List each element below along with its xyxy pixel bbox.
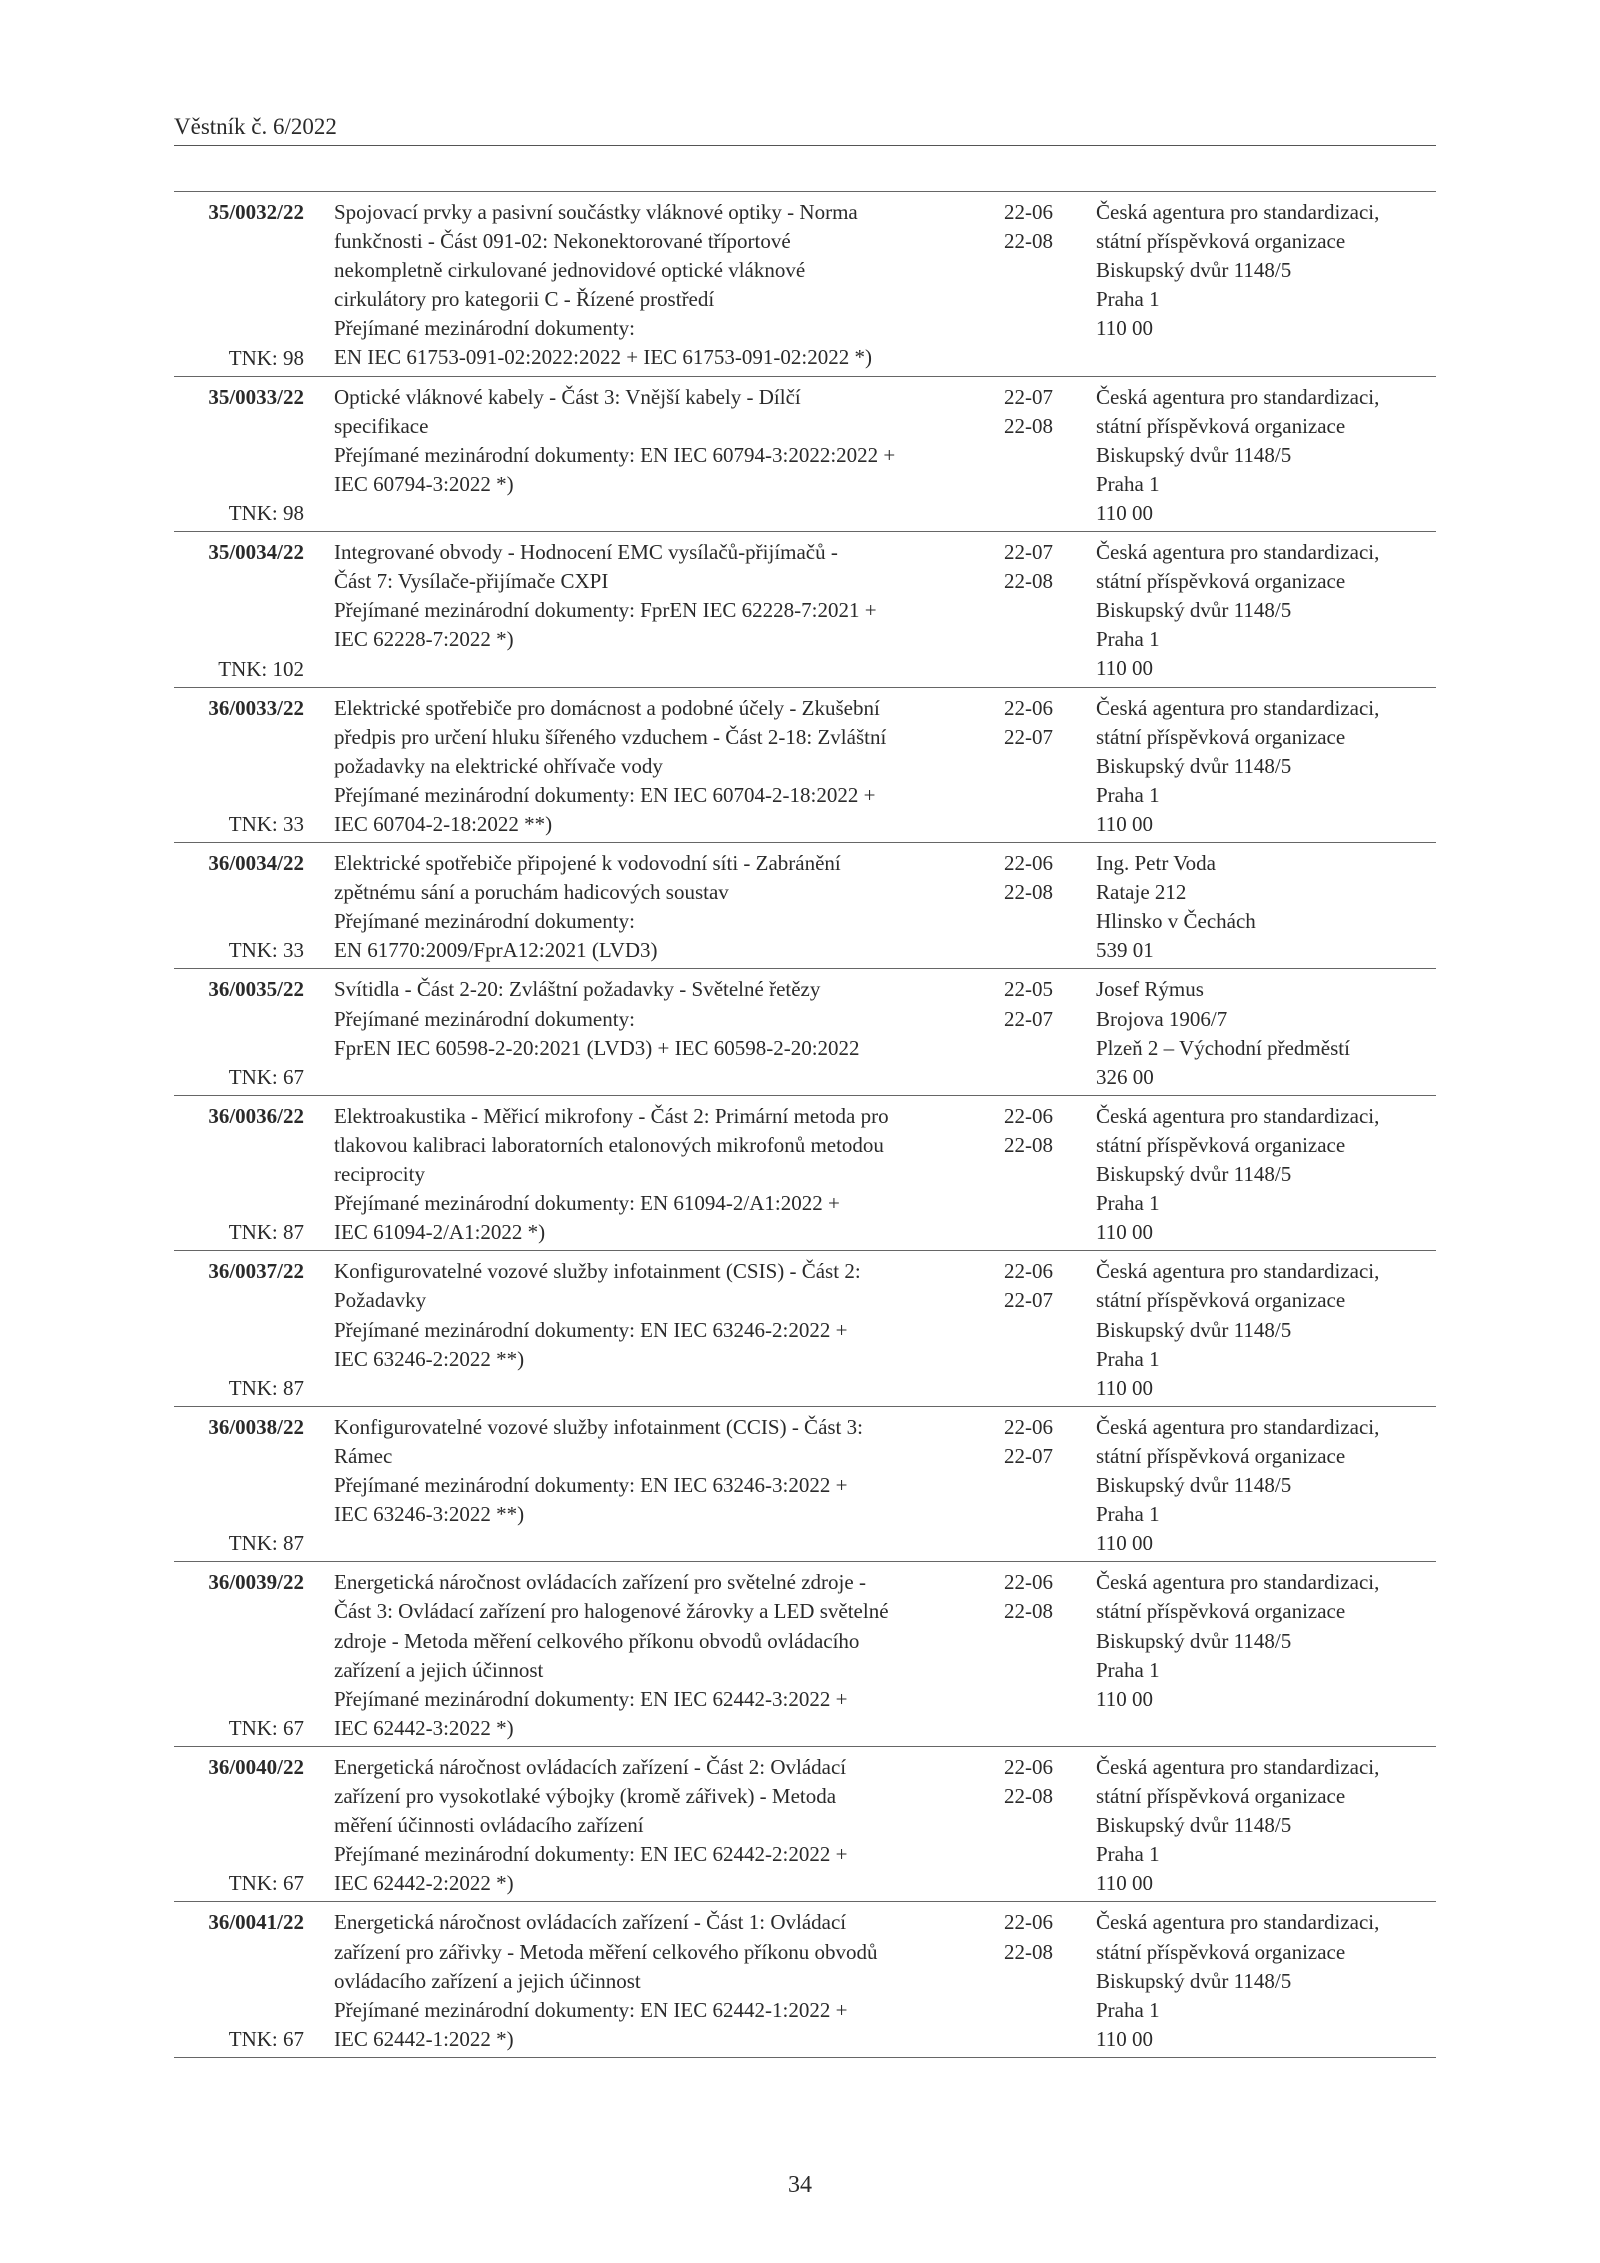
description-line: Energetická náročnost ovládacích zařízení - Část 1: Ovládací	[334, 1910, 847, 1935]
standard-description	[334, 694, 974, 839]
tnk-label: TNK: 87	[228, 1531, 304, 1556]
contact-address	[1096, 1753, 1436, 1898]
table-row	[174, 843, 1436, 969]
tnk-label: TNK: 67	[228, 1871, 304, 1896]
dates-column	[1004, 975, 1084, 1033]
address-line: Praha 1	[1096, 1502, 1160, 1527]
standard-description	[334, 1102, 974, 1247]
address-line: Praha 1	[1096, 627, 1160, 652]
standard-number: 36/0039/22	[208, 1570, 304, 1595]
address-line: Česká agentura pro standardizaci,	[1096, 1259, 1380, 1284]
address-line: Česká agentura pro standardizaci,	[1096, 1414, 1380, 1439]
description-line: Energetická náročnost ovládacích zařízení - Část 2: Ovládací	[334, 1754, 847, 1779]
standard-description	[334, 849, 974, 965]
dates-column	[1004, 383, 1084, 441]
address-line: 539 01	[1096, 938, 1154, 963]
address-line: 110 00	[1096, 2026, 1153, 2051]
standard-number: 36/0034/22	[208, 851, 304, 876]
date-value: 22-08	[1004, 1939, 1053, 1964]
address-line: státní příspěvková organizace	[1096, 1132, 1346, 1157]
description-line: specifikace	[334, 413, 429, 438]
standard-number: 36/0041/22	[208, 1910, 304, 1935]
dates-column	[1004, 694, 1084, 752]
description-line: Rámec	[334, 1443, 393, 1468]
description-line: cirkulátory pro kategorii C - Řízené prostředí	[334, 287, 715, 312]
address-line: Česká agentura pro standardizaci,	[1096, 1570, 1380, 1595]
description-line: Přejímané mezinárodní dokumenty: EN IEC 63246-2:2022 +	[334, 1317, 848, 1342]
address-line: Ing. Petr Voda	[1096, 851, 1216, 876]
description-line: Integrované obvody - Hodnocení EMC vysílačů-přijímačů -	[334, 540, 838, 565]
address-line: Biskupský dvůr 1148/5	[1096, 1473, 1292, 1498]
standard-number: 35/0034/22	[208, 540, 304, 565]
description-line: zpětnému sání a poruchám hadicových soustav	[334, 880, 729, 905]
table-row	[174, 1251, 1436, 1407]
tnk-label: TNK: 102	[218, 656, 304, 681]
address-line: Česká agentura pro standardizaci,	[1096, 695, 1380, 720]
tnk-label: TNK: 98	[228, 501, 304, 525]
address-line: Biskupský dvůr 1148/5	[1096, 258, 1292, 283]
description-line: IEC 60794-3:2022 *)	[334, 471, 514, 496]
description-line: Svítidla - Část 2-20: Zvláštní požadavky - Světelné řetězy	[334, 977, 821, 1002]
standard-description	[334, 975, 974, 1062]
address-line: Praha 1	[1096, 1842, 1160, 1867]
contact-address	[1096, 975, 1436, 1091]
address-line: Česká agentura pro standardizaci,	[1096, 200, 1380, 224]
description-line: měření účinnosti ovládacího zařízení	[334, 1813, 644, 1838]
dates-column	[1004, 538, 1084, 596]
date-value: 22-06	[1004, 1754, 1053, 1779]
dates-column	[1004, 198, 1084, 256]
description-line: Přejímané mezinárodní dokumenty: FprEN IEC 62228-7:2021 +	[334, 598, 877, 623]
description-line: IEC 62228-7:2022 *)	[334, 627, 514, 652]
address-line: 110 00	[1096, 811, 1153, 836]
date-value: 22-07	[1004, 1006, 1053, 1031]
standard-description	[334, 1568, 974, 1743]
address-line: státní příspěvková organizace	[1096, 1784, 1346, 1809]
standard-description	[334, 1257, 974, 1373]
address-line: Biskupský dvůr 1148/5	[1096, 753, 1292, 778]
description-line: EN 61770:2009/FprA12:2021 (LVD3)	[334, 938, 658, 963]
description-line: předpis pro určení hluku šířeného vzduchem - Část 2-18: Zvláštní	[334, 724, 887, 749]
table-row	[174, 1902, 1436, 2058]
description-line: zařízení a jejich účinnost	[334, 1657, 544, 1682]
standard-number: 36/0040/22	[208, 1754, 304, 1779]
description-line: Elektrické spotřebiče pro domácnost a podobné účely - Zkušební	[334, 695, 880, 720]
date-value: 22-06	[1004, 1259, 1053, 1284]
address-line: státní příspěvková organizace	[1096, 1288, 1346, 1313]
address-line: Česká agentura pro standardizaci,	[1096, 384, 1380, 409]
date-value: 22-08	[1004, 569, 1053, 594]
description-line: Přejímané mezinárodní dokumenty: EN IEC 60704-2-18:2022 +	[334, 782, 876, 807]
description-line: IEC 62442-3:2022 *)	[334, 1715, 514, 1740]
address-line: 110 00	[1096, 1871, 1153, 1896]
description-line: Přejímané mezinárodní dokumenty: EN IEC 60794-3:2022:2022 +	[334, 442, 896, 467]
header-rule	[174, 145, 1436, 146]
address-line: státní příspěvková organizace	[1096, 569, 1346, 594]
table-row	[174, 969, 1436, 1095]
description-line: zdroje - Metoda měření celkového příkonu obvodů ovládacího	[334, 1628, 860, 1653]
dates-column	[1004, 1413, 1084, 1471]
tnk-label: TNK: 87	[228, 1220, 304, 1245]
description-line: IEC 62442-1:2022 *)	[334, 2026, 514, 2051]
description-line: IEC 63246-2:2022 **)	[334, 1346, 525, 1371]
address-line: Česká agentura pro standardizaci,	[1096, 540, 1380, 565]
address-line: Biskupský dvůr 1148/5	[1096, 442, 1292, 467]
description-line: Optické vláknové kabely - Část 3: Vnější kabely - Dílčí	[334, 384, 801, 409]
date-value: 22-07	[1004, 724, 1053, 749]
date-value: 22-08	[1004, 1599, 1053, 1624]
description-line: ovládacího zařízení a jejich účinnost	[334, 1968, 641, 1993]
tnk-label: TNK: 87	[228, 1375, 304, 1400]
table-row	[174, 1747, 1436, 1903]
address-line: 110 00	[1096, 316, 1153, 341]
standard-number: 36/0033/22	[208, 695, 304, 720]
address-line: 326 00	[1096, 1064, 1154, 1089]
contact-address	[1096, 383, 1436, 528]
date-value: 22-06	[1004, 1570, 1053, 1595]
contact-address	[1096, 1257, 1436, 1402]
table-row	[174, 1096, 1436, 1252]
address-line: Praha 1	[1096, 1657, 1160, 1682]
address-line: státní příspěvková organizace	[1096, 229, 1346, 254]
contact-address	[1096, 1413, 1436, 1558]
address-line: 110 00	[1096, 1531, 1153, 1556]
date-value: 22-08	[1004, 1784, 1053, 1809]
description-line: IEC 63246-3:2022 **)	[334, 1502, 525, 1527]
address-line: Brojova 1906/7	[1096, 1006, 1228, 1031]
tnk-label: TNK: 67	[228, 2026, 304, 2051]
standard-description	[334, 1908, 974, 2053]
description-line: zařízení pro vysokotlaké výbojky (kromě zářivek) - Metoda	[334, 1784, 837, 1809]
date-value: 22-06	[1004, 851, 1053, 876]
address-line: Praha 1	[1096, 782, 1160, 807]
date-value: 22-06	[1004, 1103, 1053, 1128]
standard-number: 36/0036/22	[208, 1103, 304, 1128]
description-line: reciprocity	[334, 1162, 425, 1187]
description-line: funkčnosti - Část 091-02: Nekonektorované tříportové	[334, 229, 791, 254]
date-value: 22-06	[1004, 1414, 1053, 1439]
dates-column	[1004, 849, 1084, 907]
description-line: tlakovou kalibraci laboratorních etalonových mikrofonů metodou	[334, 1132, 884, 1157]
description-line: IEC 60704-2-18:2022 **)	[334, 811, 553, 836]
description-line: Přejímané mezinárodní dokumenty:	[334, 909, 635, 934]
date-value: 22-08	[1004, 1132, 1053, 1157]
standard-description	[334, 383, 974, 499]
address-line: 110 00	[1096, 656, 1153, 681]
standard-number: 36/0035/22	[208, 977, 304, 1002]
description-line: Elektroakustika - Měřicí mikrofony - Část 2: Primární metoda pro	[334, 1103, 889, 1128]
standard-number: 36/0037/22	[208, 1259, 304, 1284]
date-value: 22-06	[1004, 695, 1053, 720]
description-line: Konfigurovatelné vozové služby infotainment (CCIS) - Část 3:	[334, 1414, 863, 1439]
date-value: 22-08	[1004, 229, 1053, 254]
tnk-label: TNK: 67	[228, 1715, 304, 1740]
address-line: 110 00	[1096, 1220, 1153, 1245]
address-line: státní příspěvková organizace	[1096, 1939, 1346, 1964]
dates-column	[1004, 1102, 1084, 1160]
address-line: státní příspěvková organizace	[1096, 724, 1346, 749]
standard-description	[334, 1413, 974, 1529]
address-line: Plzeň 2 – Východní předměstí	[1096, 1035, 1350, 1060]
date-value: 22-07	[1004, 1288, 1053, 1313]
date-value: 22-08	[1004, 413, 1053, 438]
address-line: státní příspěvková organizace	[1096, 1443, 1346, 1468]
tnk-label: TNK: 33	[228, 812, 304, 836]
date-value: 22-06	[1004, 1910, 1053, 1935]
description-line: Část 7: Vysílače-přijímače CXPI	[334, 569, 609, 594]
standards-table	[174, 191, 1436, 2058]
table-row	[174, 192, 1436, 377]
table-row	[174, 532, 1436, 688]
description-line: Přejímané mezinárodní dokumenty: EN IEC 62442-3:2022 +	[334, 1686, 848, 1711]
description-line: Přejímané mezinárodní dokumenty: EN IEC 62442-1:2022 +	[334, 1997, 848, 2022]
table-row	[174, 1407, 1436, 1563]
description-line: Konfigurovatelné vozové služby infotainment (CSIS) - Část 2:	[334, 1259, 861, 1284]
address-line: Česká agentura pro standardizaci,	[1096, 1910, 1380, 1935]
standard-description	[334, 538, 974, 654]
description-line: Spojovací prvky a pasivní součástky vláknové optiky - Norma	[334, 200, 858, 224]
date-value: 22-06	[1004, 200, 1053, 224]
address-line: Praha 1	[1096, 1997, 1160, 2022]
date-value: 22-08	[1004, 880, 1053, 905]
description-line: IEC 62442-2:2022 *)	[334, 1871, 514, 1896]
address-line: Česká agentura pro standardizaci,	[1096, 1754, 1380, 1779]
address-line: Praha 1	[1096, 1191, 1160, 1216]
tnk-label: TNK: 98	[228, 345, 304, 370]
date-value: 22-05	[1004, 977, 1053, 1002]
tnk-label: TNK: 33	[228, 938, 304, 963]
address-line: Praha 1	[1096, 1346, 1160, 1371]
description-line: EN IEC 61753-091-02:2022:2022 + IEC 61753-091-02:2022 *)	[334, 345, 872, 370]
table-row	[174, 688, 1436, 844]
date-value: 22-07	[1004, 540, 1053, 565]
address-line: státní příspěvková organizace	[1096, 1599, 1346, 1624]
address-line: 110 00	[1096, 500, 1153, 525]
description-line: Energetická náročnost ovládacích zařízení pro světelné zdroje -	[334, 1570, 866, 1595]
address-line: Biskupský dvůr 1148/5	[1096, 1968, 1292, 1993]
description-line: Přejímané mezinárodní dokumenty: EN IEC 62442-2:2022 +	[334, 1842, 848, 1867]
description-line: požadavky na elektrické ohřívače vody	[334, 753, 663, 778]
description-line: Přejímané mezinárodní dokumenty: EN IEC 63246-3:2022 +	[334, 1473, 848, 1498]
standard-number: 36/0038/22	[208, 1414, 304, 1439]
contact-address	[1096, 694, 1436, 839]
description-line: Část 3: Ovládací zařízení pro halogenové žárovky a LED světelné	[334, 1599, 889, 1624]
tnk-label: TNK: 67	[228, 1064, 304, 1089]
dates-column	[1004, 1257, 1084, 1315]
address-line: Biskupský dvůr 1148/5	[1096, 1813, 1292, 1838]
address-line: 110 00	[1096, 1686, 1153, 1711]
address-line: 110 00	[1096, 1375, 1153, 1400]
address-line: státní příspěvková organizace	[1096, 413, 1346, 438]
address-line: Praha 1	[1096, 471, 1160, 496]
dates-column	[1004, 1568, 1084, 1626]
standard-description	[334, 1753, 974, 1898]
description-line: nekompletně cirkulované jednovidové optické vláknové	[334, 258, 806, 283]
contact-address	[1096, 538, 1436, 683]
date-value: 22-07	[1004, 384, 1053, 409]
address-line: Biskupský dvůr 1148/5	[1096, 1628, 1292, 1653]
address-line: Praha 1	[1096, 287, 1160, 312]
address-line: Biskupský dvůr 1148/5	[1096, 1162, 1292, 1187]
contact-address	[1096, 849, 1436, 965]
description-line: FprEN IEC 60598-2-20:2021 (LVD3) + IEC 60598-2-20:2022	[334, 1035, 860, 1060]
address-line: Biskupský dvůr 1148/5	[1096, 598, 1292, 623]
dates-column	[1004, 1753, 1084, 1811]
dates-column	[1004, 1908, 1084, 1966]
description-line: zařízení pro zářivky - Metoda měření celkového příkonu obvodů	[334, 1939, 878, 1964]
page-number: 34	[788, 2172, 812, 2198]
address-line: Česká agentura pro standardizaci,	[1096, 1103, 1380, 1128]
contact-address	[1096, 198, 1436, 343]
description-line: IEC 61094-2/A1:2022 *)	[334, 1220, 546, 1245]
description-line: Požadavky	[334, 1288, 427, 1313]
description-line: Přejímané mezinárodní dokumenty:	[334, 316, 635, 341]
address-line: Rataje 212	[1096, 880, 1187, 905]
address-line: Biskupský dvůr 1148/5	[1096, 1317, 1292, 1342]
contact-address	[1096, 1102, 1436, 1247]
contact-address	[1096, 1908, 1436, 2053]
address-line: Hlinsko v Čechách	[1096, 909, 1256, 934]
description-line: Elektrické spotřebiče připojené k vodovodní síti - Zabránění	[334, 851, 841, 876]
table-row	[174, 377, 1436, 533]
contact-address	[1096, 1568, 1436, 1713]
page-header-title: Věstník č. 6/2022	[174, 114, 337, 139]
standard-number: 35/0032/22	[208, 200, 304, 224]
standard-number: 35/0033/22	[208, 384, 304, 409]
address-line: Josef Rýmus	[1096, 977, 1204, 1002]
description-line: Přejímané mezinárodní dokumenty:	[334, 1006, 635, 1031]
table-row	[174, 1562, 1436, 1747]
description-line: Přejímané mezinárodní dokumenty: EN 61094-2/A1:2022 +	[334, 1191, 840, 1216]
date-value: 22-07	[1004, 1443, 1053, 1468]
standard-description	[334, 198, 974, 373]
